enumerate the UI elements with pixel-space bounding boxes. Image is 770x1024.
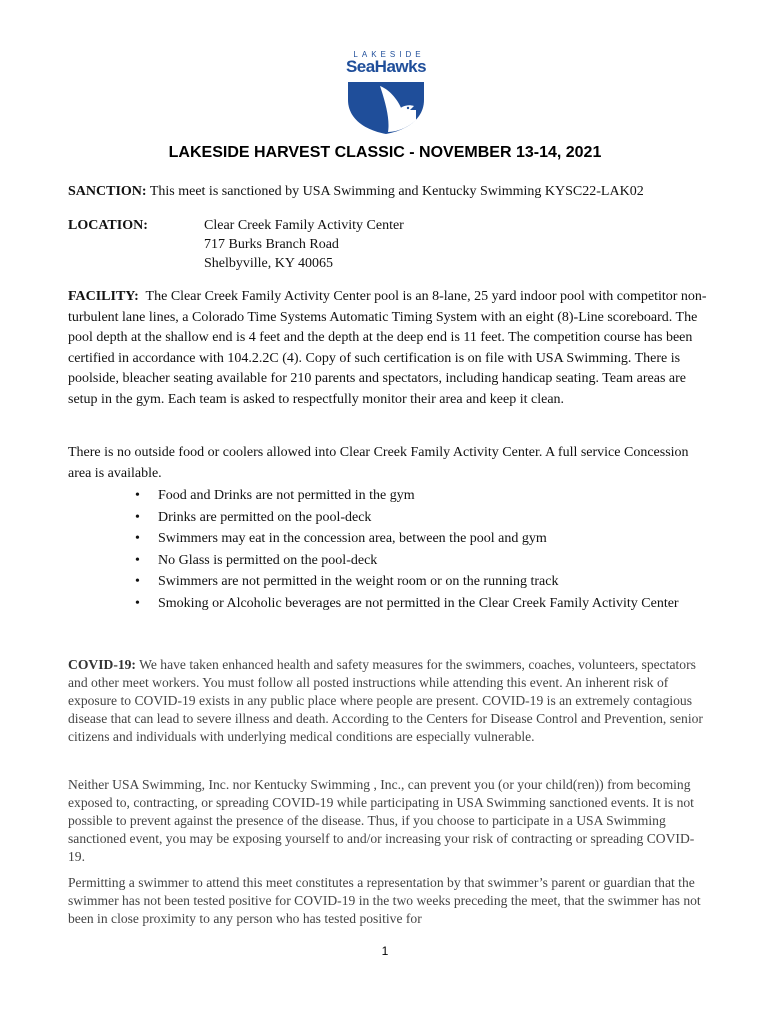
covid-paragraph-1: COVID-19: We have taken enhanced health and safety measures for the swimmers, coaches, volunteers, spectators and other meet workers. You must follow all posted instructions while attending this event. An inherent risk of exposure to COVID-19 exists in any public place where people are present. COVID-19 is an extremely contagious disease that can lead to severe illness and death. According to the Centers for Disease Control and Prevention, senior citizens and individuals with underlying medical conditions are especially vulnerable. (68, 657, 703, 744)
facility-paragraph (68, 287, 708, 410)
facility-text: The Clear Creek Family Activity Center pool is an 8-lane, 25 yard indoor pool with competitor non-turbulent lane lines, a Colorado Time Systems Automatic Timing System with an eight (8)-Line scoreboard. The pool depth at the shallow end is 4 feet and the depth at the deep end is 11 feet. The competition course has been certified in accordance with 104.2.2C (4). Copy of such certification is on file with USA Swimming. There is poolside, bleacher seating available for 210 parents and spectators, including handicap seating. Team areas are setup in the gym. Each team is asked to respectfully monitor their area and keep it clean. (68, 289, 707, 407)
food-rules-list (130, 485, 690, 614)
covid-label: COVID-19: (68, 657, 136, 672)
logo-main-text: SeaHawks (345, 57, 427, 76)
list-item: • Food and Drinks are not permitted in the gym (135, 488, 415, 503)
page-title: LAKESIDE HARVEST CLASSIC - NOVEMBER 13-14, 2021 (168, 144, 602, 161)
list-item: • Swimmers may eat in the concession area, between the pool and gym (135, 531, 547, 546)
food-paragraph: There is no outside food or coolers allowed into Clear Creek Family Activity Center. A full service Concession area is available. (68, 445, 689, 481)
location-line: Shelbyville, KY 40065 (204, 256, 333, 271)
list-item: • Drinks are permitted on the pool-deck (135, 509, 372, 525)
seahawks-logo (338, 50, 434, 136)
location-line: 717 Burks Branch Road (204, 237, 339, 252)
location-address (204, 216, 404, 273)
sanction-label: SANCTION: (68, 184, 147, 199)
location-line: Clear Creek Family Activity Center (204, 218, 404, 233)
list-item: • Smoking or Alcoholic beverages are not permitted in the Clear Creek Family Activity Center (135, 595, 679, 611)
sanction-text: This meet is sanctioned by USA Swimming and Kentucky Swimming KYSC22-LAK02 (149, 184, 644, 199)
logo-top-text: LAKESIDE (353, 50, 425, 59)
list-item: • Swimmers are not permitted in the weight room or on the running track (135, 574, 559, 589)
page-number: 1 (381, 944, 389, 958)
covid-paragraph-2: Neither USA Swimming, Inc. nor Kentucky Swimming , Inc., can prevent you (or your child(ren)) from becoming exposed to, contracting, or spreading COVID-19 while participating in USA Swimming sanctioned events. It is not possible to prevent against the presence of the disease. Thus, if you choose to participate in a USA Swimming sanctioned event, you may be exposing yourself to and/or increasing your risk of contracting or spreading COVID-19. (68, 777, 695, 864)
facility-label: FACILITY: (68, 289, 139, 304)
location-label: LOCATION: (68, 218, 148, 233)
shield-emblem-icon (346, 80, 426, 134)
sanction-row (68, 182, 644, 201)
covid-paragraph-3: Permitting a swimmer to attend this meet constitutes a representation by that swimmer’s parent or guardian that the swimmer has not been tested positive for COVID-19 in the two weeks preceding the meet, that the swimmer has not been in close proximity to any person who has tested positive for (68, 875, 701, 926)
list-item: • No Glass is permitted on the pool-deck (135, 552, 378, 568)
